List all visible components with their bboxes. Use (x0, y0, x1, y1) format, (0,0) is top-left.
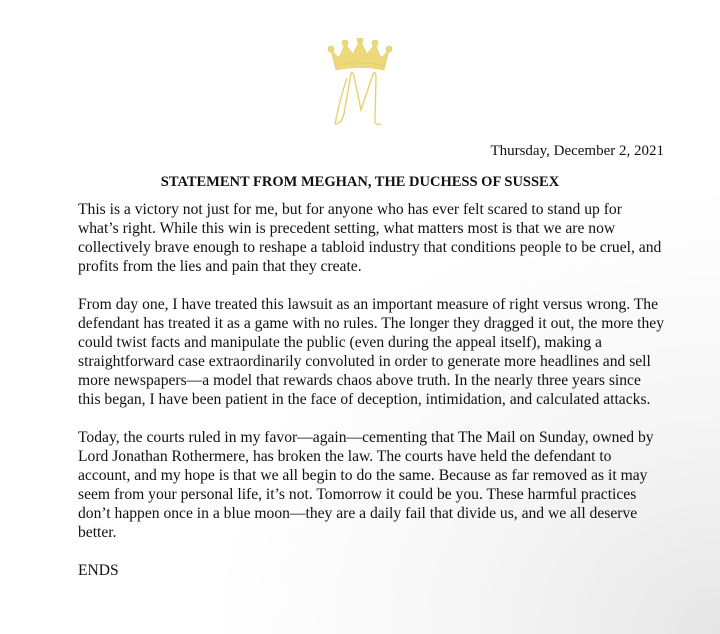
text-line: this began, I have been patient in the face of deception, intimidation, and calculated attacks. (78, 391, 651, 408)
text-line: Lord Jonathan Rothermere, has broken the law. The courts have held the defendant to (78, 448, 612, 465)
text-line: profits from the lies and pain that they create. (78, 258, 362, 275)
text-line: more newspapers—a model that rewards chaos above truth. In the nearly three years since (78, 372, 641, 389)
text-line: what’s right. While this win is precedent setting, what matters most is that we are now (78, 220, 616, 237)
crown-monogram-logo (325, 38, 395, 130)
text-line: ENDS (78, 562, 119, 579)
paragraph (78, 295, 718, 409)
paragraph (78, 200, 718, 276)
text-line: straightforward case extraordinarily convoluted in order to generate more headlines and sell (78, 353, 651, 370)
text-line: don’t happen once in a blue moon—they are a daily fail that divide us, and we all deserve (78, 505, 638, 522)
statement-body (78, 200, 718, 599)
paragraph (78, 561, 718, 580)
text-line: This is a victory not just for me, but for anyone who has ever felt scared to stand up for (78, 201, 622, 218)
text-line: Today, the courts ruled in my favor—again—cementing that The Mail on Sunday, owned by (78, 429, 654, 446)
statement-title: STATEMENT FROM MEGHAN, THE DUCHESS OF SUSSEX (160, 174, 560, 190)
text-line: seem from your personal life, it’s not. Tomorrow it could be you. These harmful practices (78, 486, 637, 503)
text-line: account, and my hope is that we all begin to do the same. Because as far removed as it may (78, 467, 648, 484)
text-line: better. (78, 524, 117, 541)
text-line: From day one, I have treated this lawsuit as an important measure of right versus wrong. The (78, 296, 658, 313)
paragraph (78, 428, 718, 542)
text-line: could twist facts and manipulate the public (even during the appeal itself), making a (78, 334, 602, 351)
statement-date: Thursday, December 2, 2021 (490, 143, 664, 159)
text-line: defendant has treated it as a game with no rules. The longer they dragged it out, the more they (78, 315, 665, 332)
text-line: collectively brave enough to reshape a tabloid industry that conditions people to be cruel, and (78, 239, 662, 256)
